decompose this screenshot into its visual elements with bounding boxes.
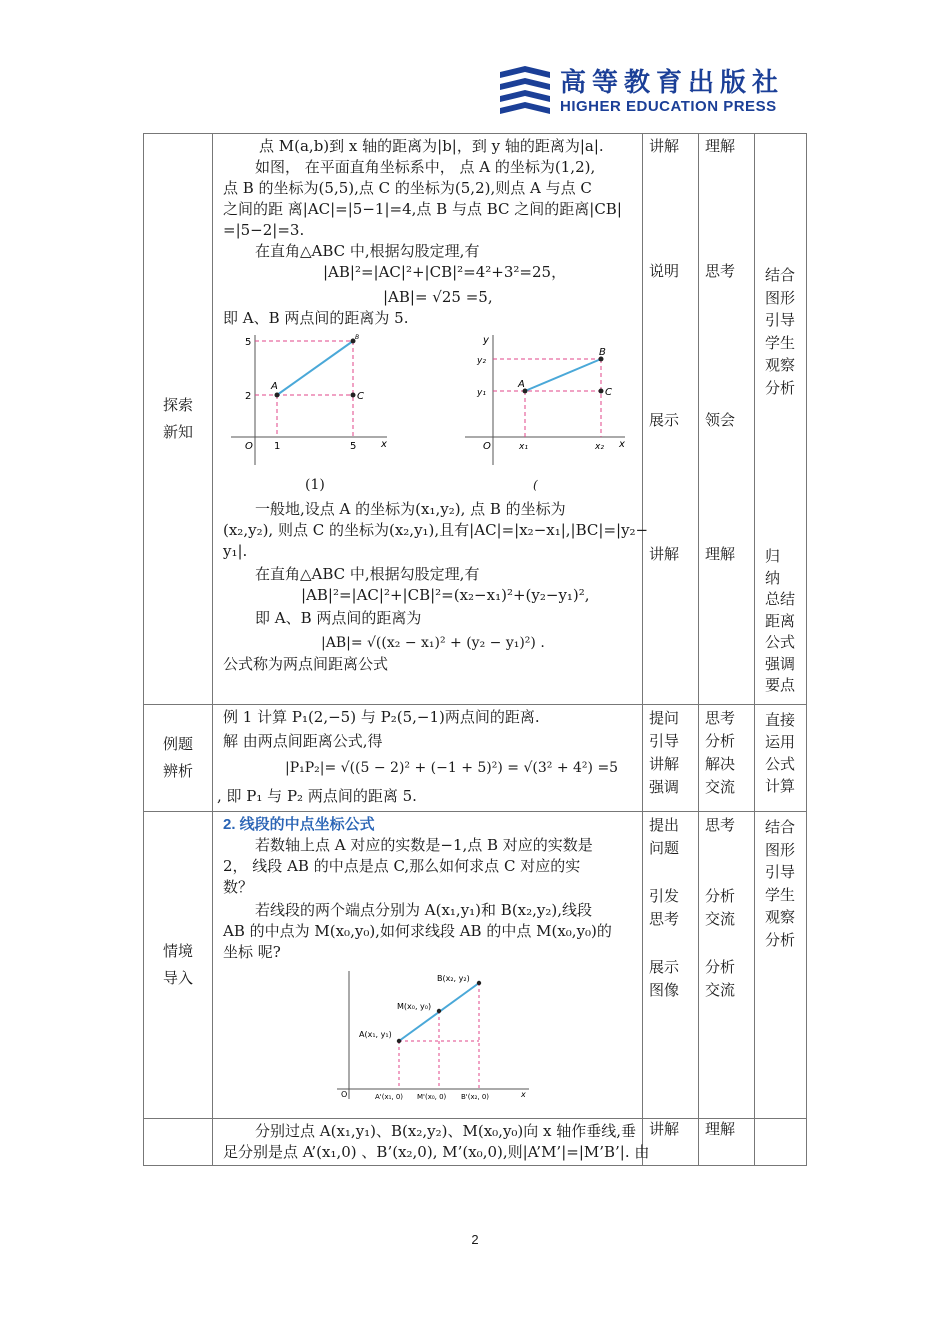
teacher-activity: 讲解 bbox=[643, 1119, 699, 1166]
text-line: 若线段的两个端点分别为 A(x₁,y₁)和 B(x₂,y₂),线段 bbox=[255, 901, 593, 919]
publisher-emblem-icon bbox=[496, 64, 554, 118]
label-b-prime: B'(x₂, 0) bbox=[461, 1093, 490, 1101]
label-b: B(x₂, y₂) bbox=[437, 974, 470, 983]
x-axis-label: x bbox=[619, 439, 625, 450]
design-intent: 结合 图形 引导 学生 观察 分析 bbox=[755, 812, 807, 1119]
label-a: A bbox=[518, 379, 525, 390]
point-m bbox=[437, 1009, 441, 1013]
text-line: 在直角△ABC 中,根据勾股定理,有 bbox=[255, 565, 480, 583]
publisher-name-cn: 高等教育出版社 bbox=[560, 68, 785, 98]
origin-label: O bbox=[341, 1090, 348, 1099]
teacher-activity: 提问 引导 讲解 强调 bbox=[643, 705, 699, 812]
origin-label: O bbox=[245, 441, 253, 452]
text-line: 坐标 呢? bbox=[223, 943, 281, 961]
table-row-example bbox=[144, 705, 807, 812]
segment-ab bbox=[525, 359, 601, 391]
text-line: 即 A、B 两点间的距离为 5. bbox=[223, 309, 409, 327]
tick-y1: y₁ bbox=[477, 388, 486, 398]
section-title: 2. 线段的中点坐标公式 bbox=[223, 816, 375, 833]
tick-y-5: 5 bbox=[245, 337, 252, 348]
point-c bbox=[599, 389, 604, 394]
figure-pair bbox=[223, 333, 632, 497]
student-activity: 思考 分析 交流 分析 交流 bbox=[699, 812, 755, 1119]
label-a: A(x₁, y₁) bbox=[359, 1030, 392, 1039]
label-b: B bbox=[599, 347, 606, 358]
point-b bbox=[477, 981, 481, 985]
text-line: , 即 P₁ 与 P₂ 两点间的距离 5. bbox=[217, 787, 417, 805]
formula-line: |AB|= √25 =5, bbox=[383, 288, 493, 306]
text-line: 如图， 在平面直角坐标系中， 点 A 的坐标为(1,2), bbox=[255, 158, 596, 176]
tick-x-1: 1 bbox=[274, 441, 281, 452]
text-line: 在直角△ABC 中,根据勾股定理,有 bbox=[255, 242, 480, 260]
label-a: A bbox=[271, 381, 278, 392]
label-m-prime: M'(x₀, 0) bbox=[417, 1093, 447, 1101]
page-number: 2 bbox=[471, 1232, 479, 1247]
tick-x-5: 5 bbox=[350, 441, 357, 452]
label-c: C bbox=[357, 391, 364, 402]
publisher-logo bbox=[496, 62, 811, 122]
tick-x2: x₂ bbox=[595, 442, 604, 452]
text-line: 2， 线段 AB 的中点是点 C,那么如何求点 C 对应的实 bbox=[223, 857, 581, 875]
point-c bbox=[351, 393, 356, 398]
figure-3 bbox=[333, 971, 533, 1101]
formula-line: |AB|= √((x₂ − x₁)² + (y₂ − y₁)²) . bbox=[321, 635, 545, 651]
figure-caption-2: ( bbox=[533, 478, 538, 492]
row-label-empty bbox=[144, 1119, 213, 1166]
text-line: 一般地,设点 A 的坐标为(x₁,y₂), 点 B 的坐标为 bbox=[255, 500, 566, 518]
table-row-explore bbox=[144, 134, 807, 705]
label-b: B bbox=[355, 334, 360, 341]
text-line: (x₂,y₂), 则点 C 的坐标为(x₂,y₁),且有|AC|=|x₂−x₁|,|BC|=|y₂− bbox=[223, 521, 649, 539]
figure-2 bbox=[461, 333, 631, 467]
label-a-prime: A'(x₁, 0) bbox=[375, 1093, 404, 1101]
x-axis-label: x bbox=[521, 1090, 526, 1099]
row-label-explore: 探索 新知 bbox=[144, 134, 213, 705]
student-activity: 理解 bbox=[699, 1119, 755, 1166]
publisher-name-en: HIGHER EDUCATION PRESS bbox=[560, 98, 777, 115]
design-intent: 直接 运用 公式 计算 bbox=[755, 705, 807, 812]
y-axis-label: y bbox=[483, 335, 489, 346]
student-activity: 思考 分析 解决 交流 bbox=[699, 705, 755, 812]
explore-content bbox=[213, 134, 649, 705]
point-a bbox=[275, 393, 280, 398]
tick-y2: y₂ bbox=[477, 356, 486, 366]
text-line: 点 B 的坐标为(5,5),点 C 的坐标为(5,2),则点 A 与点 C bbox=[223, 179, 592, 197]
x-axis-label: x bbox=[381, 439, 387, 450]
teacher-activity: 提出 问题 引发 思考 展示 图像 bbox=[643, 812, 699, 1119]
label-c: C bbox=[605, 387, 612, 398]
tick-x1: x₁ bbox=[519, 442, 528, 452]
segment-ab bbox=[277, 341, 353, 395]
tick-y-2: 2 bbox=[245, 391, 252, 402]
student-activity: 理解 思考 领会 理解 bbox=[699, 134, 755, 705]
text-line: 之间的距 离|AC|=|5−1|=4,点 B 与点 BC 之间的距离|CB| bbox=[223, 200, 622, 218]
formula-line: |AB|²=|AC|²+|CB|²=4²+3²=25， bbox=[323, 263, 567, 281]
label-m: M(x₀, y₀) bbox=[397, 1002, 432, 1011]
text-line: 足分别是点 A’(x₁,0) 、B’(x₂,0), M’(x₀,0),则|A’M’|=|M’B’|. 由 bbox=[223, 1143, 650, 1161]
design-intent bbox=[755, 1119, 807, 1166]
situation-content bbox=[213, 812, 643, 1119]
text-line: 公式称为两点间距离公式 bbox=[223, 655, 389, 673]
design-intent: 结合 图形 引导 学生 观察 分析 归 纳 总结 距离 公式 强调 要点 bbox=[755, 134, 807, 705]
lesson-table bbox=[143, 133, 807, 1166]
text-line: 解 由两点间距离公式,得 bbox=[223, 732, 383, 750]
last-content bbox=[213, 1119, 650, 1166]
row-label-example: 例题 辨析 bbox=[144, 705, 213, 812]
figure-caption: (1) bbox=[305, 477, 325, 493]
example-content bbox=[213, 705, 643, 812]
table-row-situation bbox=[144, 812, 807, 1119]
origin-label: O bbox=[483, 441, 491, 452]
text-line: 分别过点 A(x₁,y₁)、B(x₂,y₂)、M(x₀,y₀)向 x 轴作垂线,垂 bbox=[255, 1122, 637, 1140]
text-line: 若数轴上点 A 对应的实数是−1,点 B 对应的实数是 bbox=[255, 836, 593, 854]
formula-line: |AB|²=|AC|²+|CB|²=(x₂−x₁)²+(y₂−y₁)², bbox=[301, 586, 590, 604]
figure-1 bbox=[223, 333, 393, 467]
text-line: AB 的中点为 M(x₀,y₀),如何求线段 AB 的中点 M(x₀,y₀)的 bbox=[223, 922, 612, 940]
table-row-last bbox=[144, 1119, 807, 1166]
teacher-activity: 讲解 说明 展示 讲解 bbox=[643, 134, 699, 705]
point-a bbox=[397, 1039, 401, 1043]
row-label-situation: 情境 导入 bbox=[144, 812, 213, 1119]
text-line: 例 1 计算 P₁(2,−5) 与 P₂(5,−1)两点间的距离. bbox=[223, 708, 540, 726]
text-line: 即 A、B 两点间的距离为 bbox=[255, 609, 422, 627]
text-line: =|5−2|=3. bbox=[223, 221, 305, 239]
text-line: 数？ bbox=[223, 878, 254, 896]
text-line: y₁|. bbox=[223, 542, 248, 560]
text-line: 点 M(a,b)到 x 轴的距离为|b|，到 y 轴的距离为|a|. bbox=[259, 137, 604, 155]
formula-line: |P₁P₂|= √((5 − 2)² + (−1 + 5)²) = √(3² + 4²) =5 bbox=[285, 760, 619, 776]
